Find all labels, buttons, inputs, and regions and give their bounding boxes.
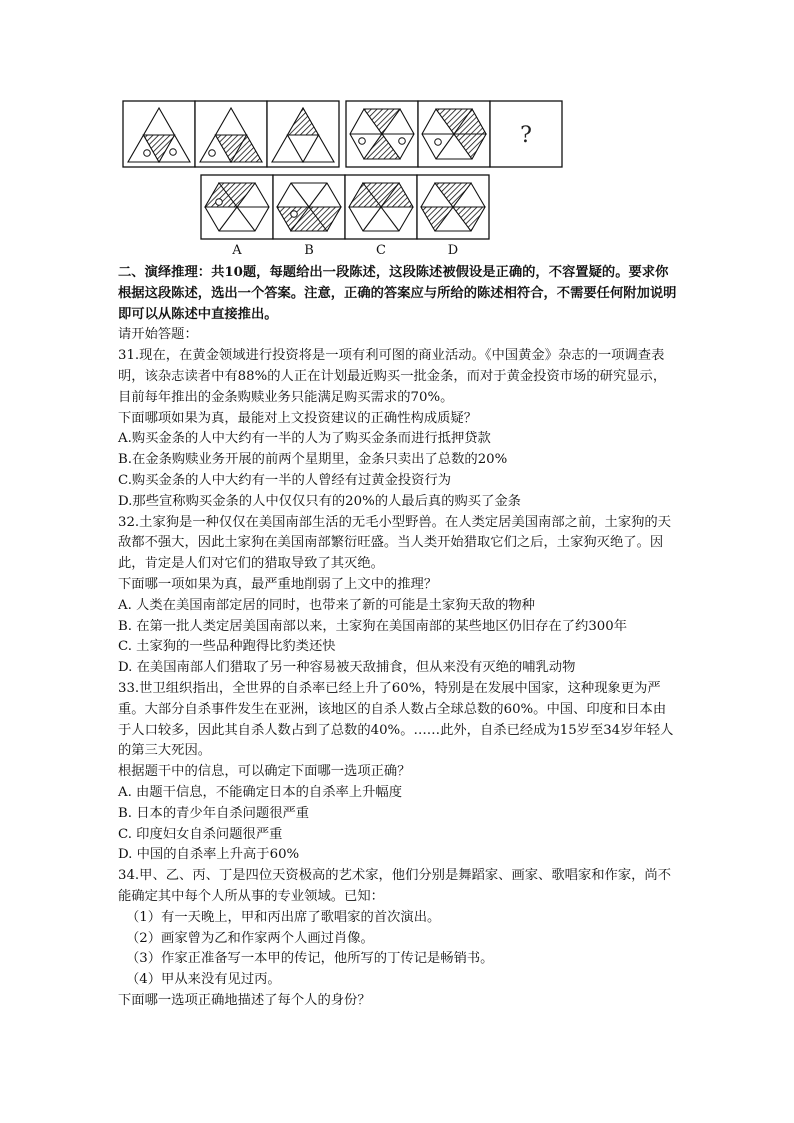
option-label-a: A: [232, 243, 242, 258]
option-label-d: D: [447, 243, 459, 258]
question-mark: ?: [520, 123, 532, 148]
question-33-option-d: D. 中国的自杀率上升高于60%: [118, 847, 300, 863]
section-intro: 请开始答题：: [118, 327, 198, 343]
figure-reasoning-puzzle: [118, 96, 568, 258]
question-34-ask: 下面哪一选项正确地描述了每个人的身份？: [118, 992, 371, 1008]
option-label-b: B: [304, 243, 314, 258]
question-33-ask: 根据题干中的信息，可以确定下面哪一选项正确？: [118, 764, 411, 780]
question-31-option-d: D.那些宣称购买金条的人中仅仅只有的20%的人最后真的购买了金条: [118, 493, 521, 509]
cell-5-hexagon: [418, 101, 490, 167]
question-31-option-c: C.购买金条的人中大约有一半的人曾经有过黄金投资行为: [118, 472, 452, 488]
question-33-option-a: A. 由题干信息，不能确定日本的自杀率上升幅度: [118, 784, 402, 800]
question-34-condition-2: （2）画家曾为乙和作家两个人画过肖像。: [126, 930, 374, 946]
option-c-figure: [345, 175, 417, 239]
question-32-option-a: A. 人类在美国南部定居的同时，也带来了新的可能是土家狗天敌的物种: [118, 597, 535, 613]
question-31-option-a: A.购买金条的人中大约有一半的人为了购买金条而进行抵押贷款: [118, 431, 491, 447]
question-33-option-b: B. 日本的青少年自杀问题很严重: [118, 805, 310, 821]
option-d-figure: [417, 175, 489, 239]
question-34-condition-1: （1）有一天晚上，甲和丙出席了歌唱家的首次演出。: [126, 909, 441, 925]
cell-2-triangle: [195, 101, 267, 167]
cell-6-question: [490, 101, 562, 167]
question-34-condition-3: （3）作家正准备写一本甲的传记，他所写的丁传记是畅销书。: [126, 951, 494, 967]
question-32-option-d: D. 在美国南部人们猎取了另一种容易被天敌捕食，但从来没有灭绝的哺乳动物: [118, 660, 576, 676]
question-31-stem: 31.现在，在黄金领域进行投资将是一项有利可图的商业活动。《中国黄金》杂志的一项调查表明，该杂志读者中有88%的人正在计划最近购买一批金条，而对于黄金投资市场的研究显示，目前每年推出的金条购赎业务只能满足购买需求的70%。: [118, 348, 667, 405]
question-32-stem: 32.土家狗是一种仅仅在美国南部生活的无毛小型野兽。在人类定居美国南部之前，土家狗的天敌都不强大，因此土家狗在美国南部繁衍旺盛。当人类开始猎取它们之后，土家狗灭绝了。因此，肯定是人们对它们的猎取导致了其灭绝。: [118, 514, 672, 572]
option-b-figure: [273, 175, 345, 239]
question-32-ask: 下面哪一项如果为真，最严重地削弱了上文中的推理？: [118, 576, 438, 592]
cell-3-triangle: [267, 101, 339, 167]
question-31-option-b: B.在金条购赎业务开展的前两个星期里，金条只卖出了总数的20%: [118, 452, 508, 468]
question-34-stem: 34.甲、乙、丙、丁是四位天资极高的艺术家，他们分别是舞蹈家、画家、歌唱家和作家，尚不能确定其中每个人所从事的专业领域。已知：: [118, 868, 672, 904]
question-32-option-b: B. 在第一批人类定居美国南部以来，土家狗在美国南部的某些地区仍旧存在了约300年: [118, 618, 627, 634]
document-body: [118, 263, 678, 1012]
question-34-condition-4: （4）甲从来没有见过丙。: [126, 972, 281, 988]
question-32-option-c: C. 土家狗的一些品种跑得比豹类还快: [118, 639, 336, 655]
question-33-stem: 33.世卫组织指出，全世界的自杀率已经上升了60%，特别是在发展中国家，这种现象更为严重。大部分自杀事件发生在亚洲，该地区的自杀人数占全球总数的60%。中国、印度和日本由于人口较多，因此其自杀人数占到了总数的40%。……此外，自杀已经成为15岁至34岁年轻人的第三大死因。: [118, 680, 674, 759]
section-heading: 二、演绎推理：共10题，每题给出一段陈述，这段陈述被假设是正确的，不容置疑的。要求你根据这段陈述，选出一个答案。注意，正确的答案应与所给的陈述相符合，不需要任何附加说明即可以从陈述中直接推出。: [118, 265, 677, 322]
question-33-option-c: C. 印度妇女自杀问题很严重: [118, 826, 283, 842]
cell-1-triangle: [123, 101, 195, 167]
cell-4-hexagon: [346, 101, 418, 167]
option-label-c: C: [376, 243, 386, 258]
option-a-figure: [201, 175, 273, 239]
question-31-ask: 下面哪项如果为真，最能对上文投资建议的正确性构成质疑？: [118, 410, 478, 426]
